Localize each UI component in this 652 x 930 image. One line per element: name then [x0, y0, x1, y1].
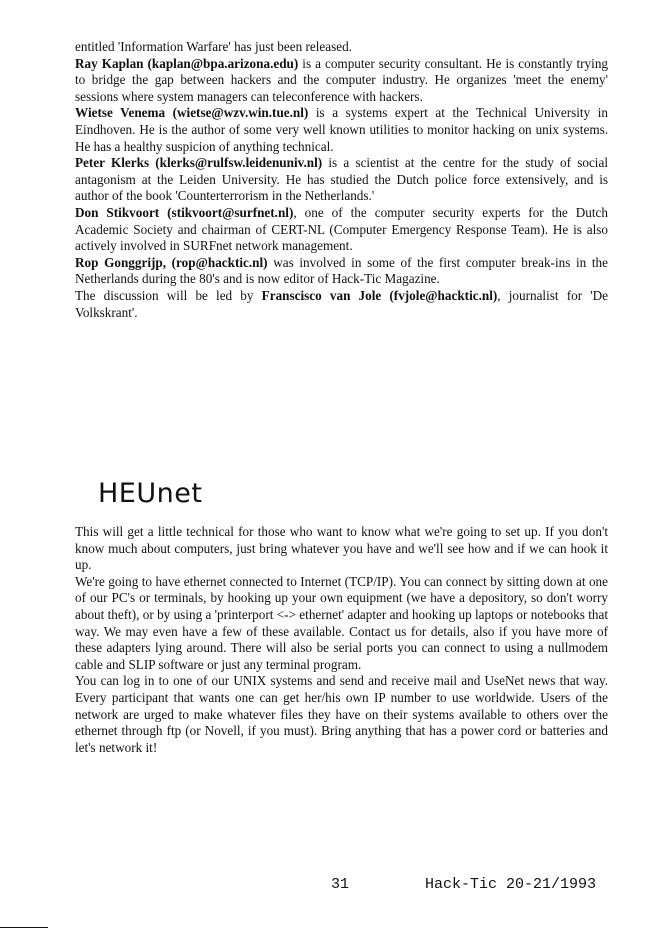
- speaker-bio: [75, 205, 608, 255]
- speaker-bio: [75, 56, 608, 106]
- speaker-description: , one of the computer security experts for the Dutch Academic Society and chairman of CERT-NL (Computer Emergency Response Team). He is also actively involved in SURFnet network management.: [75, 204, 608, 254]
- speaker-name: Wietse Venema (wietse@wzv.win.tue.nl): [75, 105, 309, 121]
- page-edge-divider: [0, 927, 48, 928]
- speaker-bio: [75, 155, 608, 205]
- speaker-name: Ray Kaplan (kaplan@bpa.arizona.edu): [75, 55, 299, 71]
- speaker-bio: [75, 105, 608, 155]
- heunet-paragraph: We're going to have ethernet connected to Internet (TCP/IP). You can connect by sitting down at one of our PC's or terminals, by hooking up your own equipment (we have a depository, so don't worry about theft), or by using a 'printerport <-> ethernet' adapter and hooking up laptops or notebooks that way. We may even have a few of these available. Contact us for details, also if you have more of these adapters lying around. There will also be serial ports you can connect to using a nullmodem cable and SLIP software or just any terminal program.: [75, 573, 608, 672]
- speaker-description: is a systems expert at the Technical University in Eindhoven. He is the author of some very well known utilities to monitor hacking on unix systems. He has a healthy suspicion of anything technical.: [75, 105, 608, 154]
- speaker-description: is a computer security consultant. He is constantly trying to bridge the gap between hackers and the computer industry. He organizes 'meet the enemy' sessions where system managers can teleconference with hackers.: [75, 55, 609, 104]
- page-number: 31: [331, 876, 350, 893]
- magazine-issue: Hack-Tic 20-21/1993: [425, 876, 597, 893]
- moderator-name: Franscisco van Jole (fvjole@hacktic.nl): [261, 287, 498, 303]
- intro-section: [75, 39, 608, 321]
- intro-opening-line: entitled 'Information Warfare' has just been released.: [75, 39, 352, 54]
- heunet-paragraph: You can log in to one of our UNIX systems and send and receive mail and UseNet news that way. Every participant that wants one can get her/his own IP number to use worldwide. Users of the network are urged to make whatever files they have on their systems available to others over the ethernet through ftp (or Novell, if you must). Bring anything that has a power cord or batteries and let's network it!: [75, 673, 608, 755]
- speaker-name: Rop Gonggrijp, (rop@hacktic.nl): [75, 254, 268, 270]
- speaker-description: is a scientist at the centre for the study of social antagonism at the Leiden University. He has studied the Dutch police force extensively, and is author of the book 'Counterterrorism in the Netherlands.': [75, 155, 608, 204]
- speaker-description: was involved in some of the first computer break-ins in the Netherlands during the 80's and is now editor of Hack-Tic Magazine.: [75, 254, 608, 287]
- moderator-description: , journalist for 'De Volkskrant'.: [75, 287, 608, 320]
- speaker-bio: [75, 255, 608, 288]
- speaker-name: Don Stikvoort (stikvoort@surfnet.nl): [75, 204, 294, 220]
- heunet-section: [75, 524, 608, 756]
- discussion-intro: The discussion will be led by: [75, 287, 262, 303]
- heunet-section-title: HEUnet: [98, 478, 203, 509]
- discussion-leader: [75, 288, 608, 321]
- speaker-name: Peter Klerks (klerks@rulfsw.leidenuniv.nl): [75, 155, 323, 171]
- heunet-paragraph: This will get a little technical for those who want to know what we're going to set up. If you don't know much about computers, just bring whatever you have and we'll see how and if we can hook it up.: [75, 524, 608, 573]
